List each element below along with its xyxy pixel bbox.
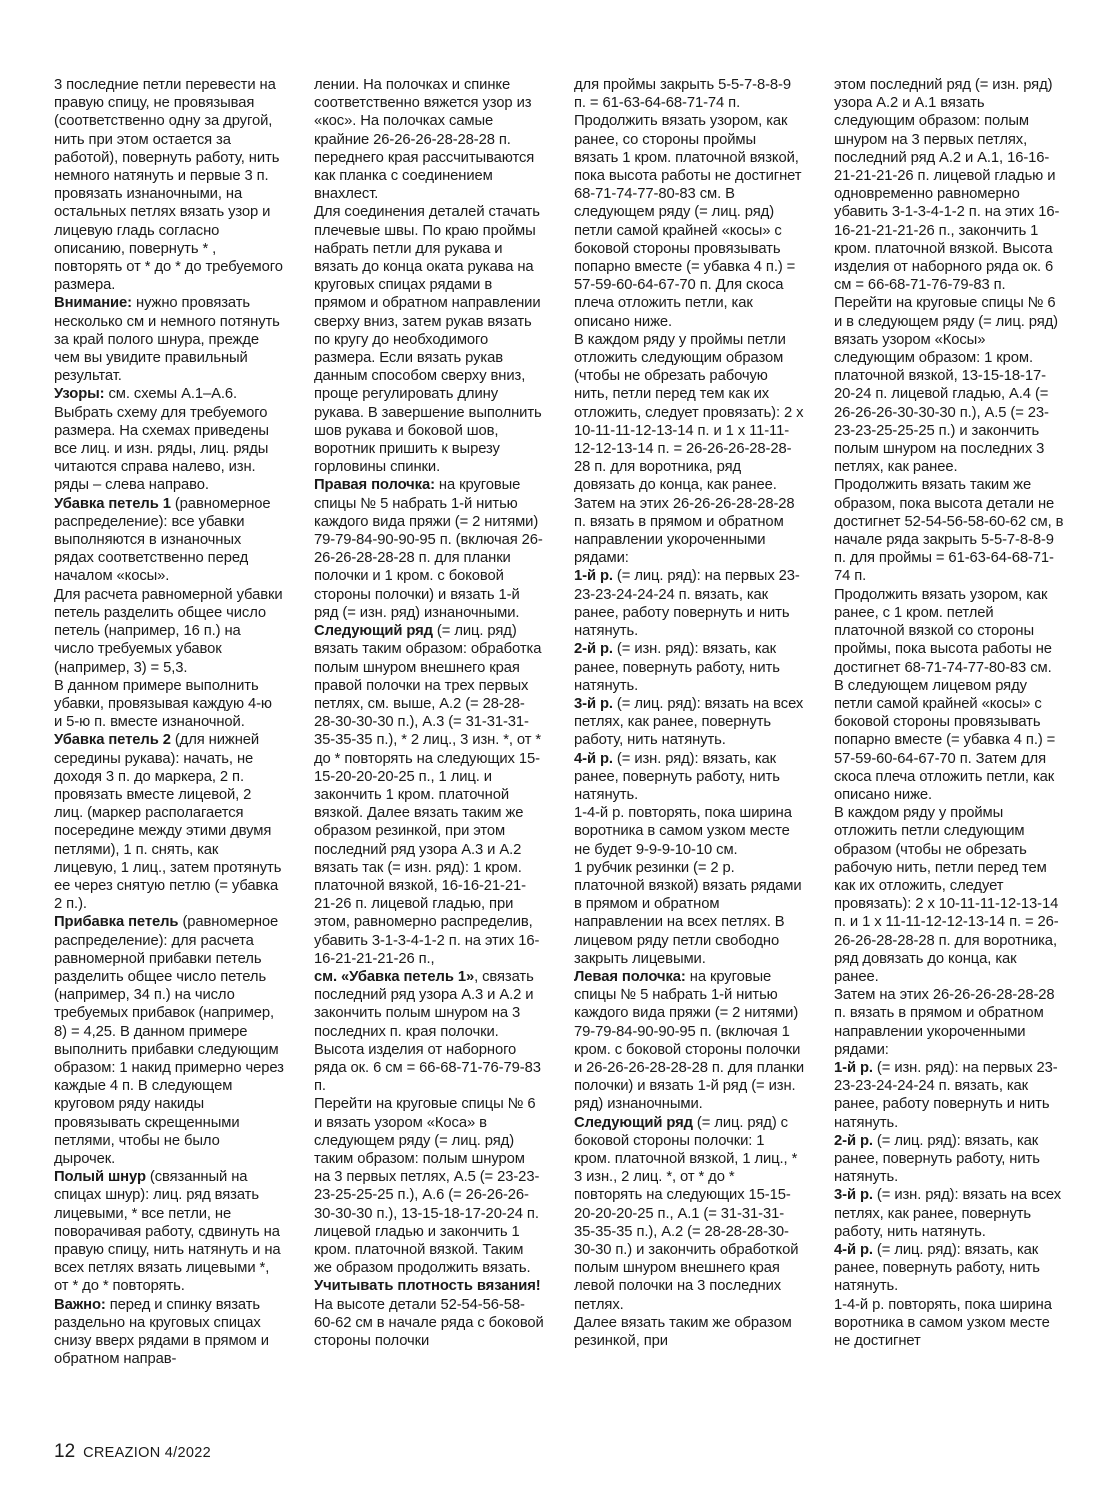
paragraph-heading: 1-й р. <box>574 568 613 585</box>
paragraph-text: (= изн. ряд): вязать, как ранее, повернуть работу, нить натянуть. <box>574 641 780 694</box>
paragraph-heading: см. «Убавка петель 1» <box>314 968 475 985</box>
paragraph <box>54 913 284 1168</box>
paragraph-text: см. схемы А.1–А.6. Выбрать схему для требуемого размера. На схемах приведены все лиц. и изн. ряды, лиц. ряды читаются справа налево, изн. ряды – слева направо. <box>54 386 269 494</box>
paragraph-text: На высоте детали 52-54-56-58-60-62 см в начале ряда с боковой стороны полочки <box>314 1296 544 1350</box>
paragraph <box>314 1296 544 1351</box>
paragraph-heading: Внимание: <box>54 295 132 312</box>
paragraph-text: этом последний ряд (= изн. ряд) узора А.2 и А.1 вязать следующим образом: полым шнуром на 3 первых петлях, последний ряд А.2 и А.1, 16-16-21-21-21-26 п. лицевой гладью и одновременно равномерно убавить 3-1-3-4-1-2 п. на этих 16-16-21-21-21-26 п., закончить 1 кром. платочной вязкой. Высота изделия от наборного ряда ок. 6 см = 66-68-71-76-79-83 п. <box>834 77 1060 294</box>
paragraph <box>54 76 284 294</box>
paragraph <box>834 1241 1064 1296</box>
paragraph-text: В следующем лицевом ряду петли самой крайней «косы» с боковой стороны провязывать попарно вместе (= убавка 4 п.) = 57-59-60-64-67-70 п. Затем для скоса плеча отложить петли, как описано ниже. <box>834 677 1056 803</box>
paragraph-text: Затем на этих 26-26-26-28-28-28 п. вязать в прямом и обратном направлении укороченными рядами: <box>834 987 1055 1058</box>
paragraph-text: (= лиц. ряд): на первых 23-23-23-24-24-24 п. вязать, как ранее, работу повернуть и нить натянуть. <box>574 568 800 640</box>
paragraph <box>834 476 1064 585</box>
paragraph <box>314 968 544 1095</box>
paragraph <box>574 1314 804 1350</box>
paragraph <box>834 1132 1064 1187</box>
paragraph-text: (= лиц. ряд) с боковой стороны полочки: 1 кром. платочной вязкой, 1 лиц., * 3 изн., 2 лиц. *, от * до * повторять на следующих 15-15-20-20-20-25 п., А.1 (= 31-31-31-35-35-35 п.), А.2 (= 28-28-28-30-30-30 п.) и закончить обработкой полым шнуром внешнего края левой полочки на 3 последних петлях. <box>574 1114 799 1313</box>
article-body <box>54 76 1064 1448</box>
paragraph-text: перед и спинку вязать раздельно на круговых спицах снизу вверх рядами в прямом и обратном направ- <box>54 1296 269 1368</box>
paragraph <box>574 750 804 805</box>
paragraph-text: нужно провязать несколько см и немного потянуть за край полого шнура, прежде чем вы увидите правильный результат. <box>54 295 280 385</box>
paragraph <box>314 76 544 203</box>
paragraph-text: (равномерное распределение): для расчета равномерной прибавки петель разделить общее число петель (например, 34 п.) на число требуемых прибавок (например, 8) = 4,25. В данном примере выполнить прибавки следующим образом: 1 накид примерно через каждые 4 п. В следующем круговом ряду накиды провязывать скрещенными петлями, чтобы не было дырочек. <box>54 914 284 1167</box>
paragraph-text: Для соединения деталей стачать плечевые швы. По краю проймы набрать петли для рукава и вязать до конца оката рукава на круговых спицах рядами в прямом и обратном направлении сверху вниз, затем рукав вязать по кругу до необходимого размера. Если вязать рукав данным способом сверху вниз, проще регулировать длину рукава. В завершение выполнить шов рукава и боковой шов, воротник пришить к вырезу горловины спинки. <box>314 204 542 476</box>
paragraph <box>574 112 804 330</box>
paragraph-text: В каждом ряду у проймы петли отложить следующим образом (чтобы не обрезать рабочую нить, петли перед тем как их отложить, следует провязать): 2 х 10-11-11-12-13-14 п. и 1 х 11-11-12-12-13-14 п. = 26-26-26-28-28-28 п. для воротника, ряд довязать до конца, как ранее. Затем на этих 26-26-26-28-28-28 п. вязать в прямом и обратном направлении укороченными рядами: <box>574 331 804 567</box>
paragraph-heading: 4-й р. <box>834 1242 873 1258</box>
paragraph-heading: Важно: <box>54 1296 106 1313</box>
paragraph-text: (= лиц. ряд): вязать на всех петлях, как ранее, повернуть работу, нить натянуть. <box>574 695 804 749</box>
paragraph-text: Перейти на круговые спицы № 6 и вязать узором «Коса» в следующем ряду (= лиц. ряд) таким образом: полым шнуром на 3 первых петлях, А.5 (= 23-23-23-25-25-25 п.), А.6 (= 26-26-26-30-30-30 п.), 13-15-18-17-20-24 п. лицевой гладью и закончить 1 кром. платочной вязкой. Таким же образом продолжить вязать. <box>314 1096 540 1277</box>
paragraph-text: (равномерное распределение): все убавки выполняются в изнаночных рядах соответственно перед началом «косы». <box>54 495 271 585</box>
paragraph-heading: 2-й р. <box>574 641 613 658</box>
paragraph-heading: Узоры: <box>54 386 105 403</box>
paragraph-heading: 4-й р. <box>574 750 613 767</box>
paragraph <box>54 731 284 913</box>
paragraph <box>54 495 284 586</box>
paragraph <box>574 859 804 968</box>
paragraph-text: (= изн. ряд): вязать, как ранее, повернуть работу, нить натянуть. <box>574 750 780 803</box>
paragraph <box>834 76 1064 294</box>
paragraph <box>54 1296 284 1369</box>
text-column-4 <box>834 76 1064 1448</box>
paragraph <box>834 986 1064 1059</box>
paragraph-text: 1 рубчик резинки (= 2 р. платочной вязкой) вязать рядами в прямом и обратном направлении на всех петлях. В лицевом ряду петли свободно закрыть лицевыми. <box>574 859 802 967</box>
paragraph <box>574 76 804 112</box>
paragraph-text: лении. На полочках и спинке соответственно вяжется узор из «кос». На полочках самые крайние 26-26-26-28-28-28 п. переднего края рассчитываются как планка с соединением внахлест. <box>314 77 535 203</box>
paragraph <box>574 567 804 640</box>
paragraph <box>834 294 1064 476</box>
paragraph-text: Далее вязать таким же образом резинкой, при <box>574 1314 792 1350</box>
paragraph-text: (= изн. ряд): на первых 23-23-23-24-24-24 п. вязать, как ранее, работу повернуть и нить натянуть. <box>834 1059 1058 1131</box>
paragraph <box>54 294 284 385</box>
paragraph-text: 1-4-й р. повторять, пока ширина воротника в самом узком месте не достигнет <box>834 1296 1052 1350</box>
paragraph-heading: Убавка петель 1 <box>54 495 171 512</box>
paragraph-text: Продолжить вязать узором, как ранее, с 1 кром. петлей платочной вязкой со стороны проймы, пока высота работы не достигнет 68-71-74-77-80-83 см. <box>834 586 1052 676</box>
paragraph <box>574 695 804 750</box>
paragraph <box>314 203 544 476</box>
paragraph-heading: Прибавка петель <box>54 914 179 931</box>
paragraph-heading: 1-й р. <box>834 1059 873 1076</box>
paragraph <box>54 1168 284 1295</box>
paragraph <box>574 1114 804 1314</box>
paragraph-text: , связать последний ряд узора А.3 и А.2 и закончить полым шнуром на 3 последних п. края полочки. Высота изделия от наборного ряда ок. 6 см = 66-68-71-76-79-83 п. <box>314 968 541 1095</box>
paragraph-heading: Левая полочка: <box>574 968 686 985</box>
text-column-3 <box>574 76 804 1448</box>
paragraph <box>574 804 804 859</box>
paragraph-text: (связанный на спицах шнур): лиц. ряд вязать лицевыми, * все петли, не поворачивая работу, сдвинуть на правую спицу, нить натянуть и на всех петлях вязать лицевыми *, от * до * повторять. <box>54 1169 281 1295</box>
paragraph-text: (= изн. ряд): вязать на всех петлях, как ранее, повернуть работу, нить натянуть. <box>834 1187 1062 1240</box>
paragraph-heading: Полый шнур <box>54 1169 146 1186</box>
paragraph-text: на круговые спицы № 5 набрать 1-й нитью каждого вида пряжи (= 2 нитями) 79-79-84-90-90-95 п. (включая 1 кром. с боковой стороны полочки и 26-26-26-28-28-28 п. для планки полочки) и вязать 1-й ряд (= изн. ряд) изнаночными. <box>574 968 804 1113</box>
paragraph <box>834 1186 1064 1241</box>
paragraph <box>314 622 544 968</box>
paragraph-heading: Следующий ряд <box>314 623 433 640</box>
paragraph <box>54 677 284 732</box>
paragraph <box>314 476 544 622</box>
page-number: 12 <box>54 1441 76 1462</box>
paragraph-text: В данном примере выполнить убавки, провязывая каждую 4-ю и 5-ю п. вместе изнаночной. <box>54 677 272 731</box>
paragraph-text: (= лиц. ряд): вязать, как ранее, повернуть работу, нить натянуть. <box>834 1132 1040 1186</box>
paragraph-heading: Убавка петель 2 <box>54 732 171 749</box>
paragraph <box>834 804 1064 986</box>
page-footer <box>54 1441 211 1463</box>
paragraph-text: Перейти на круговые спицы № 6 и в следующем ряду (= лиц. ряд) вязать узором «Косы» следующим образом: 1 кром. платочной вязкой, 13-15-18-17-20-24 п. лицевой гладью, А.4 (= 26-26-26-30-30-30 п.), А.5 (= 23-23-23-25-25-25 п.) и закончить полым шнуром на последних 3 петлях, как ранее. <box>834 295 1058 476</box>
paragraph-text: Продолжить вязать узором, как ранее, со стороны проймы вязать 1 кром. платочной вязкой, пока высота работы не достигнет 68-71-74-77-80-83 см. В следующем ряду (= лиц. ряд) петли самой крайней «косы» с боковой стороны провязывать попарно вместе (= убавка 4 п.) = 57-59-60-64-67-70 п. Для скоса плеча отложить петли, как описано ниже. <box>574 113 802 330</box>
paragraph-heading: 3-й р. <box>834 1187 873 1204</box>
paragraph <box>834 677 1064 804</box>
paragraph-text: 3 последние петли перевести на правую спицу, не провязывая (соответственно одну за другой, нить при этом остается за работой), повернуть работу, нить немного натянуть и первые 3 п. провязать изнаночными, на остальных петлях вязать узор и лицевую гладь согласно описанию, повернуть * , повторять от * до * до требуемого размера. <box>54 77 283 294</box>
paragraph <box>574 640 804 695</box>
paragraph <box>834 1296 1064 1351</box>
paragraph-text: на круговые спицы № 5 набрать 1-й нитью каждого вида пряжи (= 2 нитями) 79-79-84-90-90-95 п. (включая 26-26-26-28-28-28 п. для планки полочки и 1 кром. с боковой стороны полочки) и вязать 1-й ряд (= изн. ряд) изнаночными. <box>314 477 543 621</box>
paragraph-text: (= лиц. ряд) вязать таким образом: обработка полым шнуром внешнего края правой полочки на трех первых петлях, см. выше, А.2 (= 28-28-28-30-30-30 п.), А.3 (= 31-31-31-35-35-35 п.), * 2 лиц., 3 изн. *, от * до * повторять на следующих 15-15-20-20-20-25 п., 1 лиц. и закончить 1 кром. платочной вязкой. Далее вязать таким же образом резинкой, при этом последний ряд узора А.3 и А.2 вязать так (= изн. ряд): 1 кром. платочной вязкой, 16-16-21-21-21-26 п. лицевой гладью, при этом, равномерно распределив, убавить 3-1-3-4-1-2 п. на этих 16-16-21-21-21-26 п., <box>314 623 542 967</box>
paragraph-emphasis: Учитывать плотность вязания! <box>314 1278 541 1295</box>
text-column-1 <box>54 76 284 1448</box>
paragraph-text: (для нижней середины рукава): начать, не доходя 3 п. до маркера, 2 п. провязать вместе лицевой, 2 лиц. (маркер располагается посередине между этими двумя петлями), 1 п. снять, как лицевую, 1 лиц., затем протянуть ее через снятую петлю (= убавка 2 п.). <box>54 732 282 913</box>
paragraph <box>574 331 804 568</box>
paragraph-text: 1-4-й р. повторять, пока ширина воротника в самом узком месте не будет 9-9-9-10-10 см. <box>574 805 792 858</box>
paragraph-heading: 2-й р. <box>834 1132 873 1149</box>
paragraph <box>574 968 804 1114</box>
text-column-2 <box>314 76 544 1448</box>
paragraph-heading: Следующий ряд <box>574 1114 693 1131</box>
paragraph-heading: 3-й р. <box>574 695 613 712</box>
paragraph-text: (= лиц. ряд): вязать, как ранее, повернуть работу, нить натянуть. <box>834 1242 1040 1295</box>
paragraph <box>54 385 284 494</box>
paragraph-heading: Правая полочка: <box>314 477 435 494</box>
paragraph <box>314 1095 544 1295</box>
paragraph-text: Продолжить вязать таким же образом, пока высота детали не достигнет 52-54-56-58-60-62 см, в начале ряда закрыть 5-5-7-8-8-9 п. для проймы = 61-63-64-68-71-74 п. <box>834 477 1064 585</box>
paragraph <box>834 586 1064 677</box>
paragraph-text: Для расчета равномерной убавки петель разделить общее число петель (например, 16 п.) на число требуемых убавок (например, 3) = 5,3. <box>54 586 283 676</box>
magazine-issue: CREAZION 4/2022 <box>83 1445 211 1461</box>
paragraph <box>54 586 284 677</box>
paragraph-text: для проймы закрыть 5-5-7-8-8-9 п. = 61-63-64-68-71-74 п. <box>574 77 792 112</box>
paragraph-text: В каждом ряду у проймы отложить петли следующим образом (чтобы не обрезать рабочую нить, петли перед тем как их отложить, следует провязать): 2 х 10-11-11-12-13-14 п. и 1 х 11-11-12-12-13-14 п. = 26-26-26-28-28-28 п. для воротника, ряд довязать до конца, как ранее. <box>834 805 1059 985</box>
paragraph <box>834 1059 1064 1132</box>
